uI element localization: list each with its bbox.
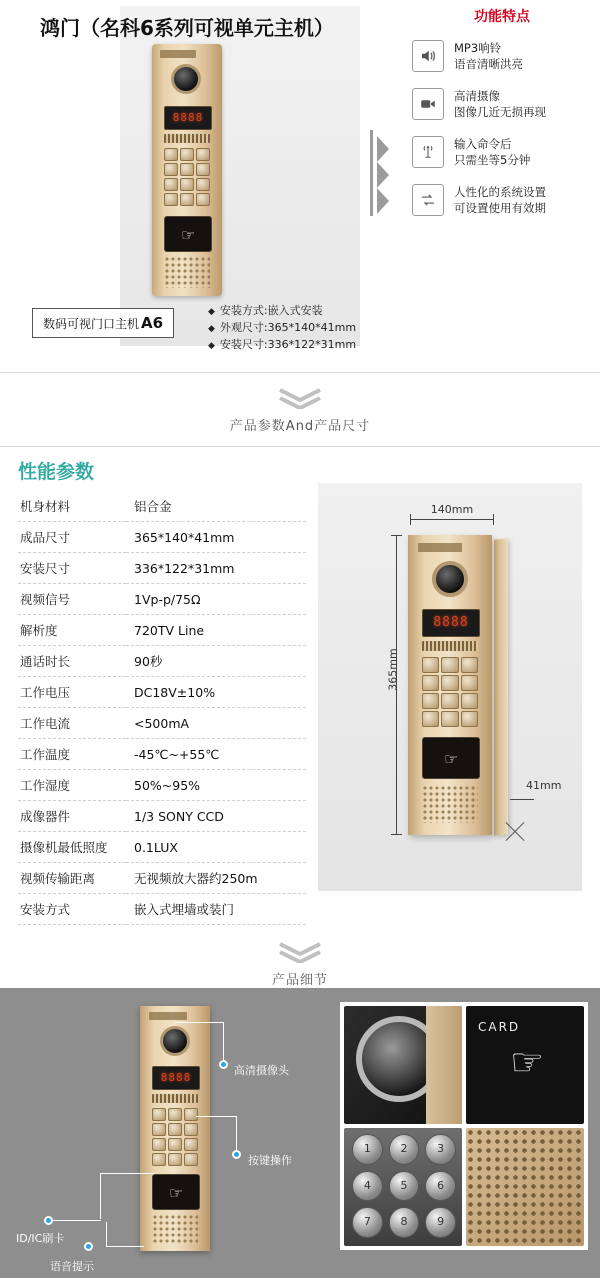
antenna-icon (412, 136, 444, 168)
dimension-depth-line (510, 799, 534, 800)
list-item-label: 安装尺寸:336*122*31mm (219, 338, 357, 351)
camera-icon (412, 88, 444, 120)
callout-leader-line (175, 1022, 223, 1023)
dimension-line (410, 519, 494, 520)
keypad-key (196, 163, 210, 176)
spec-heading: 性能参数 (18, 461, 95, 483)
callout-diagram (0, 988, 330, 1278)
arrow-triangle-icon (377, 136, 389, 162)
speaker-grille (422, 641, 478, 651)
keypad-key: 9 (425, 1207, 456, 1238)
table-row (18, 708, 306, 739)
keypad (152, 1108, 198, 1166)
keypad-key (152, 1108, 166, 1121)
card-reader-panel (422, 737, 480, 779)
device-detail-illustration (140, 1006, 210, 1251)
keypad-key (164, 148, 178, 161)
callout-dot (232, 1150, 241, 1159)
chevron-down-icon (276, 941, 324, 963)
table-row (18, 863, 306, 894)
device-display (422, 609, 480, 637)
table-row (18, 894, 306, 925)
hand-icon: ☞ (443, 749, 459, 769)
feature-line2: 只需坐等5分钟 (454, 153, 531, 167)
spec-key: 成品尺寸 (18, 522, 126, 553)
feature-item-camera (412, 88, 592, 120)
feature-line1: MP3响铃 (454, 41, 502, 55)
list-item-label: 外观尺寸:365*140*41mm (219, 321, 357, 334)
spec-value: 336*122*31mm (126, 553, 306, 584)
table-row (18, 801, 306, 832)
keypad-key (180, 193, 194, 206)
dimension-width-value: 140mm (430, 503, 474, 516)
keypad-key (196, 193, 210, 206)
arrow-divider (370, 130, 394, 216)
callout-leader-line (53, 1220, 101, 1221)
spec-table (18, 491, 306, 925)
closeup-camera (344, 1006, 462, 1124)
keypad-key (184, 1138, 198, 1151)
keypad-key (461, 657, 478, 673)
spec-key: 解析度 (18, 615, 126, 646)
table-row (18, 646, 306, 677)
spec-value: 90秒 (126, 646, 306, 677)
callout-dot (219, 1060, 228, 1069)
feature-text (454, 40, 523, 72)
spec-key: 安装尺寸 (18, 553, 126, 584)
keypad-key (152, 1153, 166, 1166)
keypad-key: 8 (389, 1207, 420, 1238)
diamond-icon: ◆ (208, 341, 215, 351)
keypad-key (441, 675, 458, 691)
dimension-cap (493, 514, 494, 525)
spec-key: 视频传输距离 (18, 863, 126, 894)
keypad-key (422, 657, 439, 673)
page-title: 鸿门（名科6系列可视单元主机） (40, 16, 334, 40)
hand-icon: ☞ (180, 225, 196, 245)
speaker-icon (412, 40, 444, 72)
specifications-section (0, 447, 600, 927)
keypad (422, 657, 478, 727)
spec-value: DC18V±10% (126, 677, 306, 708)
section-divider-parameters (0, 373, 600, 434)
keypad-key (168, 1108, 182, 1121)
feature-line2: 图像几近无损再现 (454, 105, 546, 119)
section-divider-label: 产品细节 (271, 973, 328, 988)
hand-icon: ☞ (510, 1040, 545, 1084)
keypad-key (180, 163, 194, 176)
display-digits: 8888 (160, 1071, 192, 1084)
display-digits: 8888 (433, 615, 469, 630)
keypad-key: 6 (425, 1171, 456, 1202)
features-title: 功能特点 (474, 9, 530, 25)
model-badge-model: A6 (141, 314, 164, 332)
camera-lens-icon (171, 64, 201, 94)
keypad-key (180, 148, 194, 161)
feature-text (454, 88, 546, 120)
table-row (18, 770, 306, 801)
speaker-holes (466, 1128, 584, 1246)
x-mark-icon (502, 819, 528, 845)
spec-key: 视频信号 (18, 584, 126, 615)
callout-leader-line (223, 1022, 224, 1064)
spec-value: 1/3 SONY CCD (126, 801, 306, 832)
spec-value: -45℃~+55℃ (126, 739, 306, 770)
table-row (18, 739, 306, 770)
spec-key: 工作湿度 (18, 770, 126, 801)
arrow-triangle-icon (377, 188, 389, 214)
keypad-key (441, 657, 458, 673)
speaker-holes (152, 1214, 198, 1244)
hand-icon: ☞ (168, 1183, 184, 1203)
callout-label-camera: 高清摄像头 (234, 1064, 289, 1077)
feature-text (454, 184, 546, 216)
table-row (18, 522, 306, 553)
settings-icon (412, 184, 444, 216)
keypad-key (441, 693, 458, 709)
feature-item-command (412, 136, 592, 168)
spec-key: 通话时长 (18, 646, 126, 677)
section-divider-label: 产品参数And产品尺寸 (229, 419, 371, 434)
dimension-cap (391, 535, 402, 536)
feature-item-mp3 (412, 40, 592, 72)
diamond-icon: ◆ (208, 307, 215, 317)
keypad-key (168, 1138, 182, 1151)
keypad (164, 148, 210, 206)
model-badge-prefix: 数码可视门口主机 (43, 317, 140, 331)
spec-value: 50%~95% (126, 770, 306, 801)
spec-value: 0.1LUX (126, 832, 306, 863)
keypad-key (461, 693, 478, 709)
keypad-key: 7 (352, 1207, 383, 1238)
keypad-key (184, 1108, 198, 1121)
spec-key: 安装方式 (18, 894, 126, 925)
table-row (18, 491, 306, 522)
device-display (164, 106, 212, 130)
spec-value: 1Vp-p/75Ω (126, 584, 306, 615)
spec-value: 720TV Line (126, 615, 306, 646)
spec-key: 工作电压 (18, 677, 126, 708)
table-row (18, 832, 306, 863)
feature-line2: 可设置使用有效期 (454, 201, 546, 215)
speaker-grille (164, 134, 210, 143)
table-row (18, 584, 306, 615)
closeup-grid (344, 1006, 584, 1246)
keypad-key (461, 711, 478, 727)
dimension-diagram (318, 483, 582, 891)
keypad-key (422, 675, 439, 691)
speaker-holes (164, 256, 210, 288)
speaker-grille (152, 1094, 198, 1103)
device-bezel (426, 1006, 462, 1124)
callout-leader-line (236, 1116, 237, 1154)
feature-text (454, 136, 530, 168)
arrow-bar (370, 130, 373, 216)
table-row (18, 553, 306, 584)
keypad-key (422, 693, 439, 709)
keypad-key (184, 1153, 198, 1166)
keypad-key (461, 675, 478, 691)
speaker-holes (422, 785, 478, 823)
device-front-illustration (152, 44, 222, 296)
keypad-key: 4 (352, 1171, 383, 1202)
spec-value: <500mA (126, 708, 306, 739)
callout-label-card: ID/IC刷卡 (16, 1232, 65, 1245)
keypad-key (152, 1138, 166, 1151)
keypad-key (196, 178, 210, 191)
spec-key: 摄像机最低照度 (18, 832, 126, 863)
display-digits: 8888 (172, 111, 204, 124)
dimension-depth-label: 41mm (526, 779, 562, 792)
dimension-cap (410, 514, 411, 525)
table-row (18, 677, 306, 708)
diamond-icon: ◆ (208, 324, 215, 334)
hero-bullet-list (208, 303, 356, 354)
feature-line1: 人性化的系统设置 (454, 185, 546, 199)
closeup-keypad (344, 1128, 462, 1246)
keypad-key (164, 178, 178, 191)
feature-line1: 高清摄像 (454, 89, 500, 103)
keypad-key (152, 1123, 166, 1136)
feature-item-settings (412, 184, 592, 216)
list-item (208, 320, 356, 337)
camera-lens-icon (432, 561, 468, 597)
hero-section (0, 0, 600, 360)
callout-dot (44, 1216, 53, 1225)
keypad-key: 2 (389, 1134, 420, 1165)
keypad-key: 3 (425, 1134, 456, 1165)
keypad-closeup-grid (352, 1134, 456, 1238)
details-section (0, 988, 600, 1278)
callout-leader-line (100, 1173, 155, 1174)
callout-label-voice: 语音提示 (50, 1260, 94, 1273)
callout-leader-line (106, 1222, 107, 1246)
dimension-cap (391, 834, 402, 835)
chevron-down-icon (276, 387, 324, 409)
callout-label-keys: 按键操作 (248, 1154, 292, 1167)
spec-value: 365*140*41mm (126, 522, 306, 553)
camera-lens-icon (160, 1026, 190, 1056)
arrow-triangle-icon (377, 162, 389, 188)
keypad-key (168, 1123, 182, 1136)
spec-key: 成像器件 (18, 801, 126, 832)
device-logo (160, 50, 196, 58)
feature-line1: 输入命令后 (454, 137, 512, 151)
spec-key: 工作电流 (18, 708, 126, 739)
keypad-key (196, 148, 210, 161)
closeup-gallery (340, 1002, 588, 1250)
card-reader-panel (152, 1174, 200, 1210)
feature-line2: 语音清晰洪亮 (454, 57, 523, 71)
callout-leader-line (100, 1173, 101, 1219)
card-reader-panel (164, 216, 212, 252)
spec-value: 嵌入式埋墙或装门 (126, 894, 306, 925)
keypad-key (164, 163, 178, 176)
list-item (208, 337, 356, 354)
list-item (208, 303, 356, 320)
keypad-key: 5 (389, 1171, 420, 1202)
dimension-height-label: 365mm (386, 648, 400, 691)
spec-value: 铝合金 (126, 491, 306, 522)
keypad-key (184, 1123, 198, 1136)
device-logo (418, 543, 462, 552)
section-divider-details (0, 927, 600, 988)
list-item-label: 安装方式:嵌入式安装 (219, 304, 323, 317)
callout-leader-line (196, 1116, 236, 1117)
device-display (152, 1066, 200, 1090)
callout-leader-line (106, 1246, 144, 1247)
device-logo (149, 1012, 187, 1020)
spec-key: 工作温度 (18, 739, 126, 770)
closeup-speaker-holes (466, 1128, 584, 1246)
keypad-key (164, 193, 178, 206)
keypad-key (180, 178, 194, 191)
keypad-key (422, 711, 439, 727)
keypad-key (168, 1153, 182, 1166)
device-dimension-illustration (408, 535, 492, 835)
table-row (18, 615, 306, 646)
features-panel (412, 6, 592, 232)
spec-key: 机身材料 (18, 491, 126, 522)
keypad-key: 1 (352, 1134, 383, 1165)
closeup-card-reader (466, 1006, 584, 1124)
keypad-key (441, 711, 458, 727)
dimension-width-label (410, 503, 494, 516)
spec-value: 无视频放大器约250m (126, 863, 306, 894)
card-label: CARD (478, 1020, 521, 1034)
device-side-face (494, 538, 508, 835)
model-badge (32, 308, 174, 338)
